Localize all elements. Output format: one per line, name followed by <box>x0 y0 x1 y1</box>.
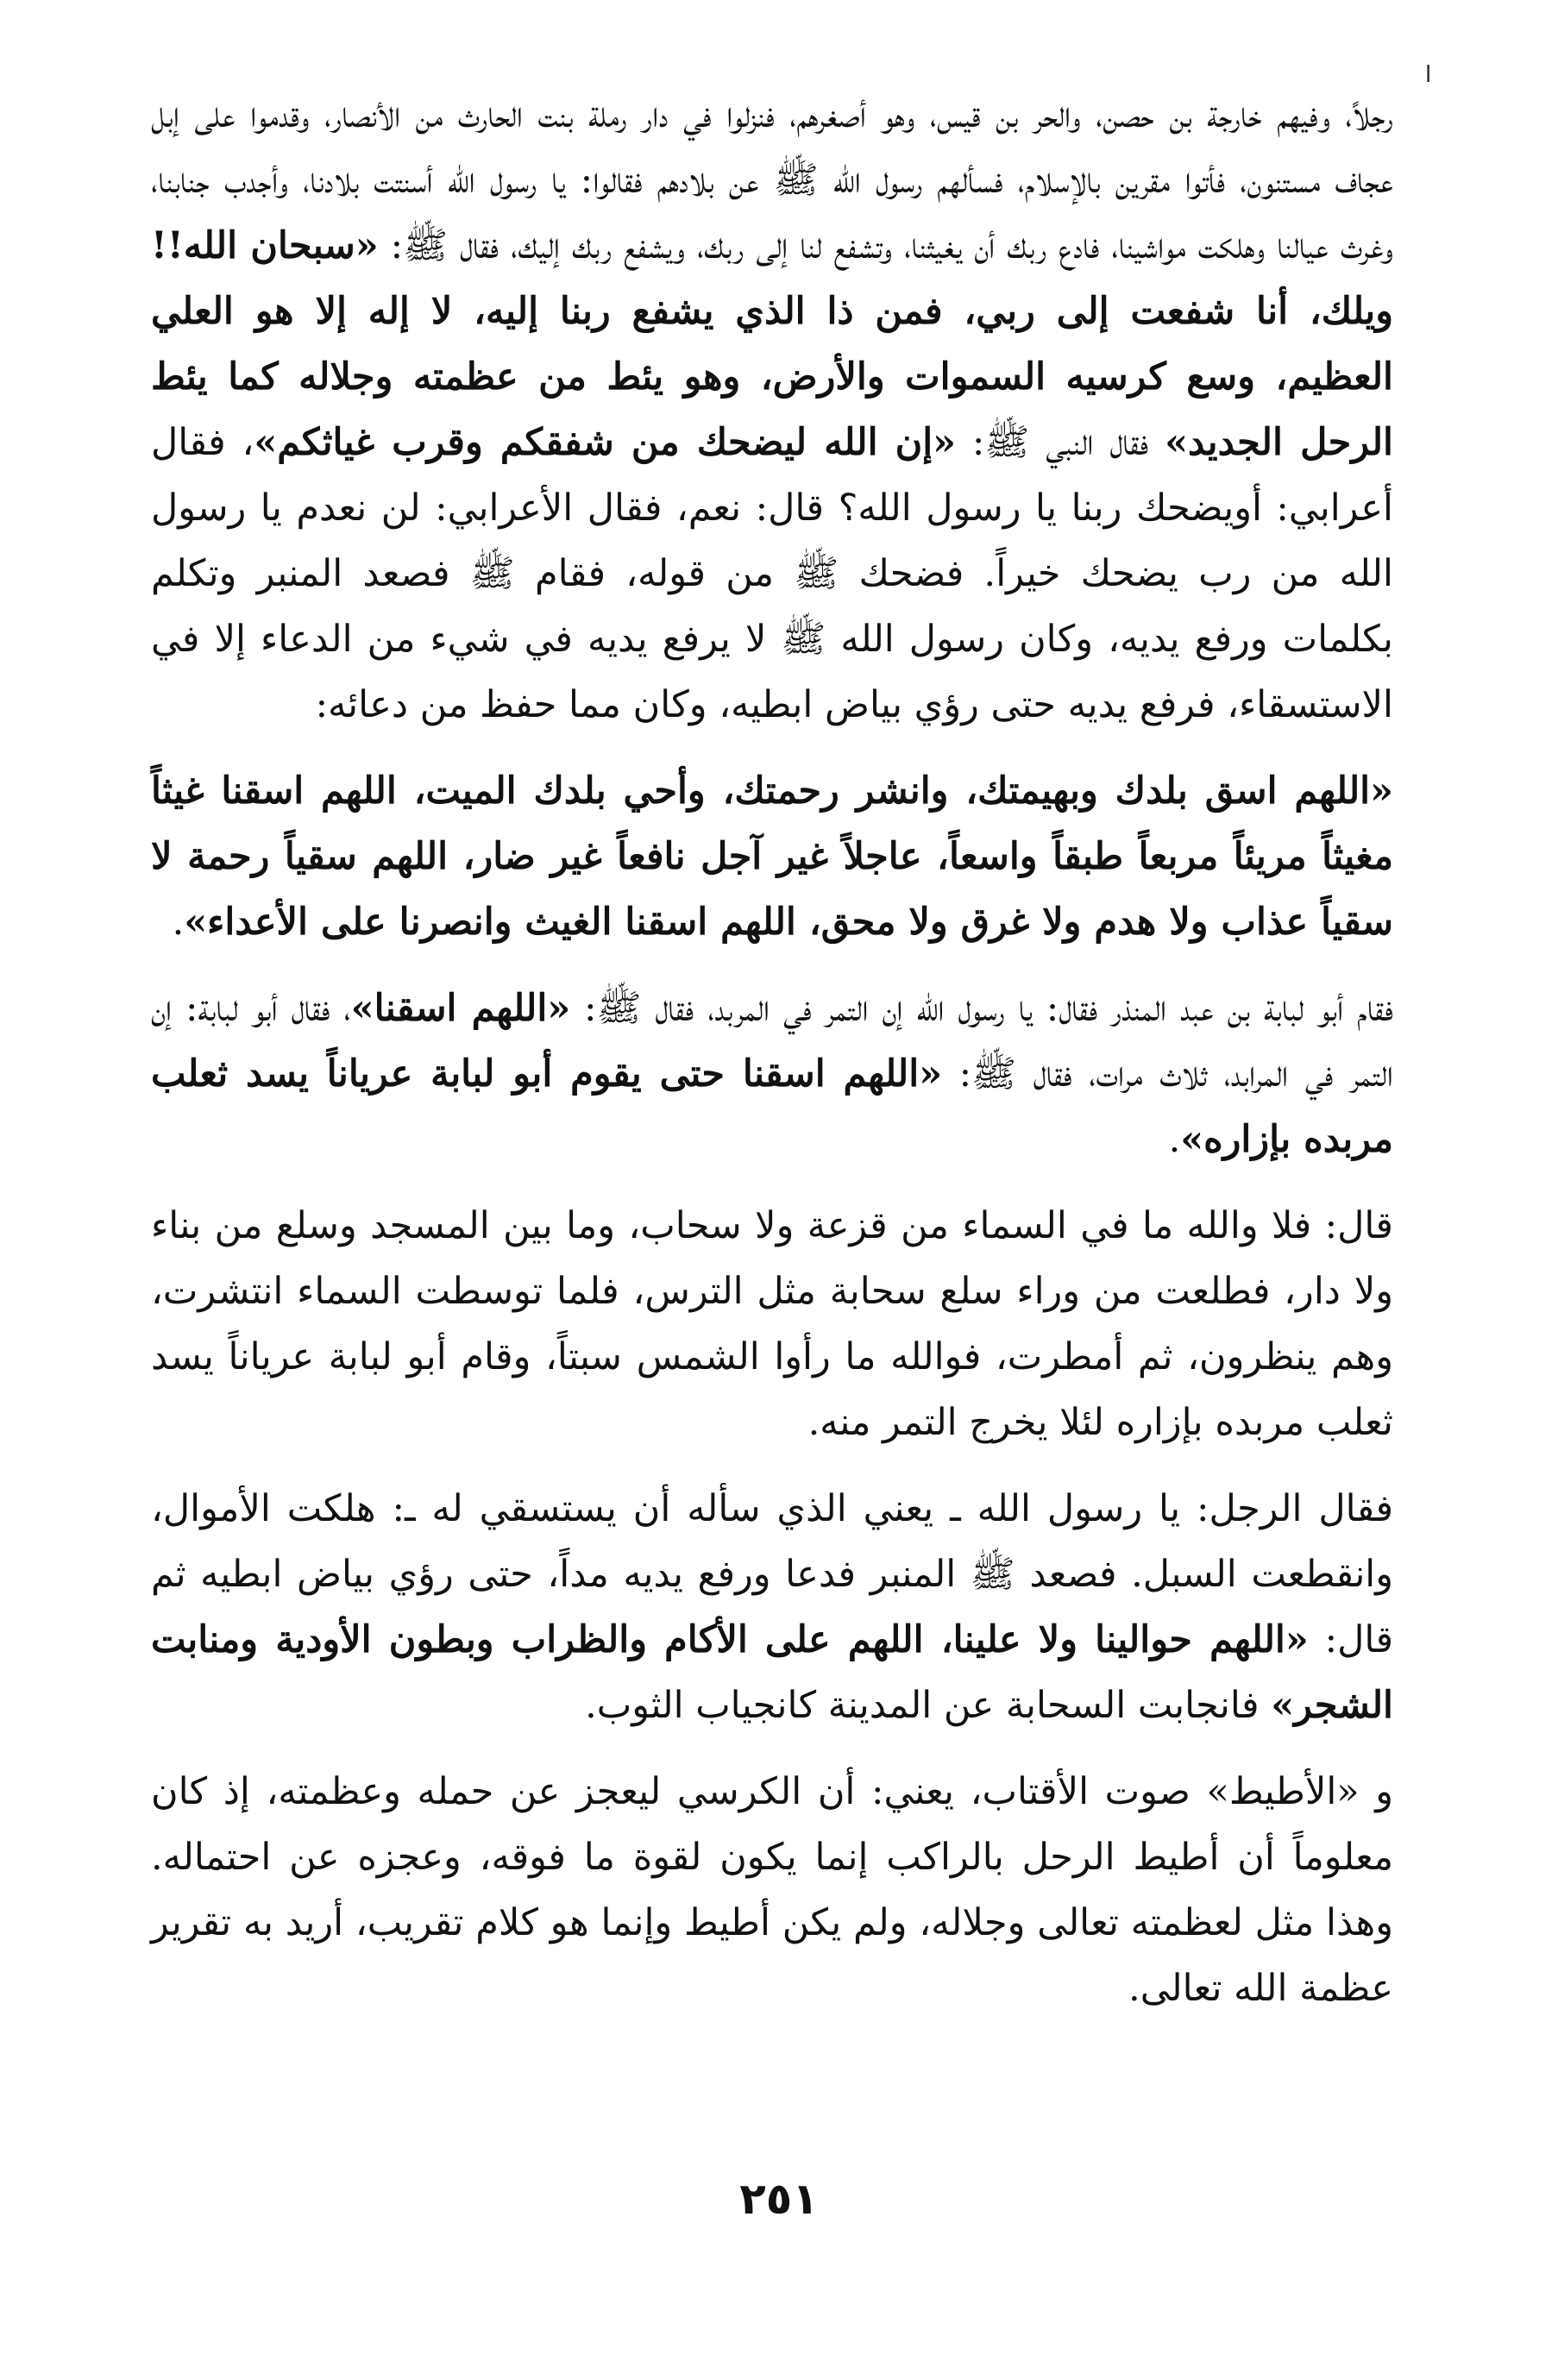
quoted-text: «اللهم اسق بلدك وبهيمتك، وانشر رحمتك، وأحي بلدك الميت، اللهم اسقنا غيثاً مغيثاً مريئاً مربعاً طبقاً واسعاً، عاجلاً غير آجل نافعاً غير ضار، اللهم سقياً رحمة لا سقياً عذاب ولا هدم ولا غرق ولا محق، اللهم اسقنا الغيث وانصرنا على الأعداء» <box>151 769 1393 944</box>
body-text-segment: رجلاً، وفيهم خارجة بن حصن، والحر بن قيس، وهو أصغرهم، فنزلوا في دار رملة بنت الحارث من الأنصار، وقدموا على إبل عجاف مستنون، فأتوا مقرين بالإسلام، فسألهم رسول الله ﷺ عن بلادهم فقالوا: يا رسول الله أسنتت بلادنا، وأجدب جنابنا، وغرث عيالنا وهلكت مواشينا، فادع ربك أن يغيثنا، وتشفع لنا إلى ربك، ويشفع ربك إليك، فقال ﷺ: <box>151 93 1394 267</box>
body-text-segment: . <box>172 901 185 944</box>
body-text <box>151 82 1393 2021</box>
quoted-text: «اللهم اسقنا» <box>350 987 571 1030</box>
quoted-text: «اللهم اسقنا حتى يقوم أبو لبابة عرياناً يسد ثعلب مربده بإزاره» <box>151 1052 1393 1161</box>
body-text-segment: فقام أبو لبابة بن عبد المنذر فقال: يا رسول الله إن التمر في المربد، فقال ﷺ: <box>570 987 1393 1030</box>
quoted-text: «سبحان الله!! ويلك، أنا شفعت إلى ربي، فمن ذا الذي يشفع ربنا إليه، لا إله إلا هو العلي العظيم، وسع كرسيه السموات والأرض، وهو يئط من عظمته وجلاله كما يئط الرحل الجديد» <box>151 224 1393 464</box>
paragraph <box>151 1476 1393 1738</box>
body-text-segment: فقال الرجل: يا رسول الله ـ يعني الذي سأله أن يستسقي له ـ: هلكت الأموال، وانقطعت السبل. فصعد ﷺ المنبر فدعا ورفع يديه مداً، حتى رؤي بياض ابطيه ثم قال: <box>151 1487 1394 1661</box>
quoted-text: «إن الله ليضحك من شفقكم وقرب غياثكم» <box>254 421 957 464</box>
body-text-segment: قال: فلا والله ما في السماء من قزعة ولا سحاب، وما بين المسجد وسلع من بناء ولا دار، فطلعت من وراء سلع سحابة مثل الترس، فلما توسطت السماء انتشرت، وهم ينظرون، ثم أمطرت، فوالله ما رأوا الشمس سبتاً، وقام أبو لبابة عرياناً يسد ثعلب مربده بإزاره لئلا يخرج التمر منه. <box>151 1204 1393 1444</box>
body-text-segment: ، فقال أعرابي: أويضحك ربنا يا رسول الله؟ قال: نعم، فقال الأعرابي: لن نعدم يا رسول الله من رب يضحك خيراً. فضحك ﷺ من قوله، فقام ﷺ فصعد المنبر وتكلم بكلمات ورفع يديه، وكان رسول الله ﷺ لا يرفع يديه في شيء من الدعاء إلا في الاستسقاء، فرفع يديه حتى رؤي بياض ابطيه، وكان مما حفظ من دعائه: <box>151 421 1393 726</box>
page-number: ٢٥١ <box>739 2174 819 2224</box>
paragraph <box>151 758 1393 955</box>
quoted-text: «اللهم حوالينا ولا علينا، اللهم على الأكام والظراب وبطون الأودية ومنابت الشجر» <box>151 1618 1393 1727</box>
body-text-segment: ، فقال أبو لبابة: إن التمر في المرابد، ثلاث مرات، فقال ﷺ: <box>151 987 1393 1096</box>
paragraph <box>151 1759 1393 2021</box>
body-text-segment: فانجابت السحابة عن المدينة كانجياب الثوب. <box>585 1684 1272 1727</box>
paragraph <box>151 82 1393 738</box>
corner-mark: ا <box>1425 62 1432 88</box>
paragraph <box>151 976 1393 1172</box>
paragraph <box>151 1193 1393 1455</box>
body-text-segment: . <box>1168 1118 1181 1161</box>
body-text-segment: و «الأطيط» صوت الأقتاب، يعني: أن الكرسي ليعجز عن حمله وعظمته، إذ كان معلوماً أن أطيط الرحل بالراكب إنما يكون لقوة ما فوقه، وعجزه عن احتماله. وهذا مثل لعظمته تعالى وجلاله، ولم يكن أطيط وإنما هو كلام تقريب، أريد به تقرير عظمة الله تعالى. <box>151 1770 1393 2010</box>
body-text-segment: فقال النبي ﷺ: <box>956 421 1165 464</box>
